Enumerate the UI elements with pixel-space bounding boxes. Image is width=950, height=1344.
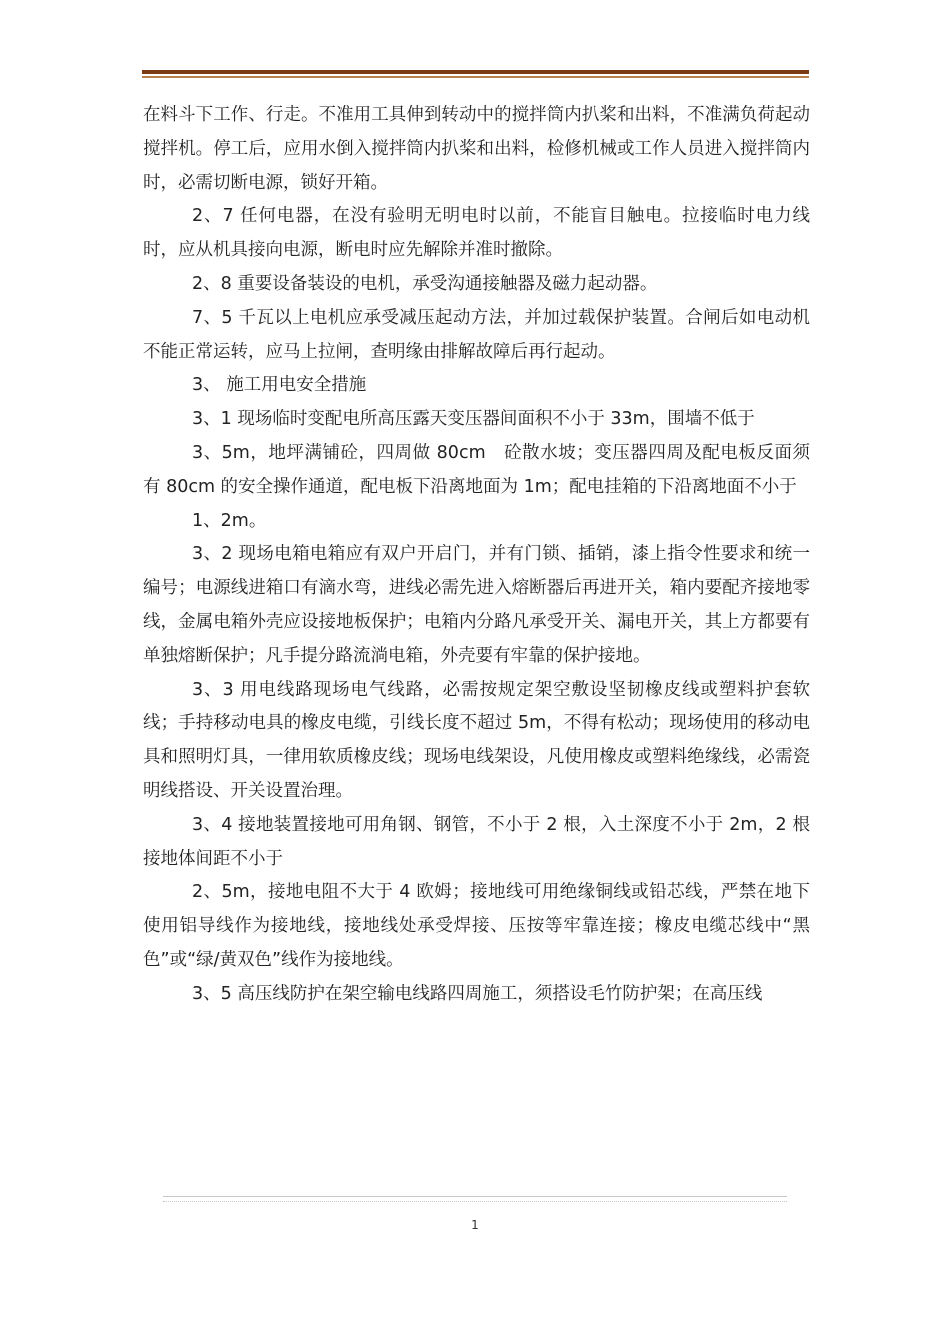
paragraph-1: 在料斗下工作、行走。不准用工具伸到转动中的搅拌筒内扒桨和出料，不准满负荷起动搅拌机。停工后，应用水倒入搅拌筒内扒桨和出料，检修机械或工作人员进入搅拌筒内时，必需切断电源，锁好开箱。 bbox=[143, 105, 810, 193]
document-body bbox=[143, 99, 810, 1012]
paragraph-2: 2、7 任何电器，在没有验明无明电时以前，不能盲目触电。拉接临时电力线时，应从机具接向电源，断电时应先解除并准时撤除。 bbox=[143, 206, 810, 261]
paragraph-8: 1、2m。 bbox=[192, 510, 267, 531]
paragraph-4: 7、5 千瓦以上电机应承受减压起动方法，并加过载保护装置。合闸后如电动机不能正常运转，应马上拉闸，查明缘由排解故障后再行起动。 bbox=[143, 307, 810, 362]
paragraph-12: 2、5m，接地电阻不大于 4 欧姆；接地线可用绝缘铜线或铅芯线，严禁在地下使用铝导线作为接地线，接地线处承受焊接、压按等牢靠连接；橡皮电缆芯线中“黑色”或“绿/黄双色”线作为接地线。 bbox=[143, 882, 810, 970]
paragraph-11: 3、4 接地装置接地可用角钢、钢管，不小于 2 根，入土深度不小于 2m，2 根接地体间距不小于 bbox=[143, 814, 810, 869]
header-rule-thin bbox=[142, 76, 809, 78]
header-rule bbox=[142, 70, 809, 78]
paragraph-9: 3、2 现场电箱电箱应有双户开启门，并有门锁、插销，漆上指令性要求和统一编号；电源线进箱口有滴水弯，进线必需先进入熔断器后再进开关，箱内要配齐接地零线，金属电箱外壳应设接地板保护；电箱内分路凡承受开关、漏电开关，其上方都要有单独熔断保护；凡手提分路流淌电箱，外壳要有牢靠的保护接地。 bbox=[143, 544, 810, 666]
section-heading: 3、 施工用电安全措施 bbox=[192, 375, 367, 396]
paragraph-6: 3、1 现场临时变配电所高压露天变压器间面积不小于 33m，围墙不低于 bbox=[192, 409, 755, 430]
paragraph-13: 3、5 高压线防护在架空输电线路四周施工，须搭设毛竹防护架；在高压线 bbox=[192, 983, 763, 1004]
footer-rule bbox=[163, 1196, 787, 1202]
paragraph-7: 3、5m，地坪满铺砼，四周做 80cm 砼散水坡；变压器四周及配电板反面须有 80cm 的安全操作通道，配电板下沿离地面为 1m；配电挂箱的下沿离地面不小于 bbox=[143, 442, 810, 497]
paragraph-3: 2、8 重要设备装设的电机，承受沟通接触器及磁力起动器。 bbox=[192, 273, 658, 294]
paragraph-10: 3、3 用电线路现场电气线路，必需按规定架空敷设坚韧橡皮线或塑料护套软线；手持移动电具的橡皮电缆，引线长度不超过 5m，不得有松动；现场使用的移动电具和照明灯具，一律用软质橡皮线；现场电线架设，凡使用橡皮或塑料绝缘线，必需瓷明线搭设、开关设置治理。 bbox=[143, 679, 810, 801]
page-number: 1 bbox=[471, 1218, 479, 1232]
